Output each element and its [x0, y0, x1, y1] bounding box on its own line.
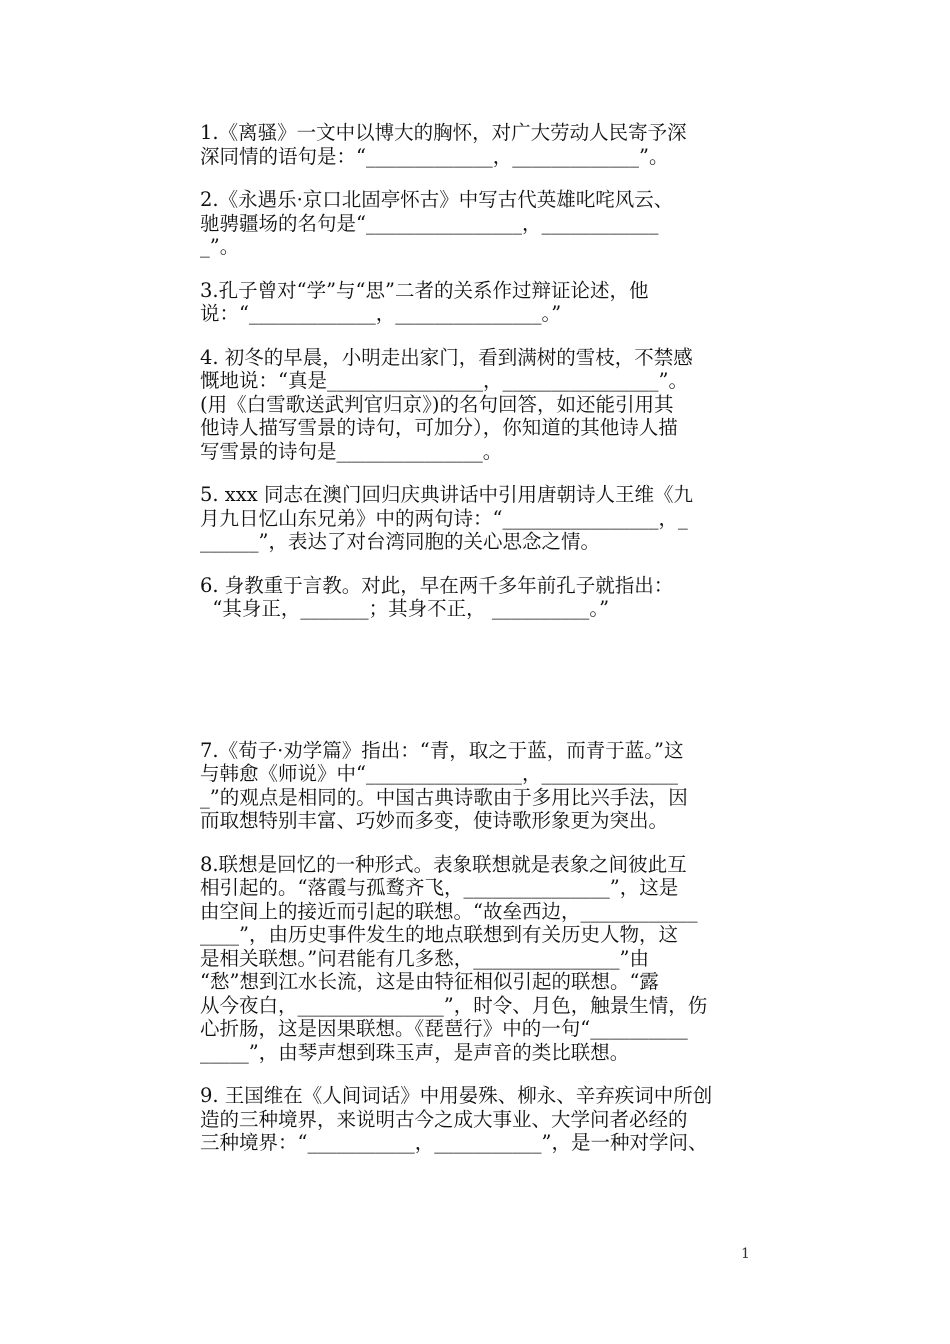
question-line: 5. xxx 同志在澳门回归庆典讲话中引用唐朝诗人王维《九: [200, 483, 693, 506]
question-line: 心折肠，这是因果联想。《琵琶行》中的一句“__________: [200, 1017, 688, 1040]
question-list: [200, 121, 760, 1175]
question-line: 由空间上的接近而引起的联想。“故垒西边，____________: [200, 899, 698, 923]
question-line: _”的观点是相同的。中国古典诗歌由于多用比兴手法，因: [200, 785, 688, 809]
question-line: _____”，由琴声想到珠玉声，是声音的类比联想。: [200, 1040, 630, 1064]
question-line: 说：“_____________，_______________。”: [200, 302, 562, 325]
question-5: [200, 483, 760, 554]
question-line: 而取想特别丰富、巧妙而多变，使诗歌形象更为突出。: [200, 809, 669, 832]
question-line: 6. 身教重于言教。对此，早在两千多年前孔子就指出：: [200, 573, 674, 597]
question-7: [200, 739, 760, 833]
question-line: 写雪景的诗句是_______________。: [200, 439, 503, 463]
question-line: ______”，表达了对台湾同胞的关心思念之情。: [200, 530, 600, 553]
question-1: [200, 121, 760, 168]
question-9: [200, 1084, 760, 1155]
question-line: 4. 初冬的早晨，小明走出家门，看到满树的雪枝，不禁感: [200, 345, 693, 369]
question-6: [200, 574, 760, 621]
question-line: 从今夜白，_______________”，时令、月色，触景生情，伤: [200, 993, 708, 1017]
question-line: “其身正，_______；其身不正， __________。”: [200, 597, 610, 620]
question-line: “愁”想到江水长流，这是由特征相似引起的联想。“露: [200, 970, 659, 993]
question-line: 三种境界：“___________，___________”，是一种对学问、: [200, 1131, 708, 1154]
question-line: 9. 王国维在《人间词话》中用晏殊、柳永、辛弃疾词中所创: [200, 1084, 713, 1107]
question-line: 他诗人描写雪景的诗句，可加分），你知道的其他诗人描: [200, 416, 678, 439]
question-2: [200, 188, 760, 259]
question-line: 7.《荀子·劝学篇》指出：“青，取之于蓝，而青于蓝。”这: [200, 738, 684, 762]
question-line: 是相关联想。”问君能有几多愁，_______________”由: [200, 946, 649, 970]
question-line: 8.联想是回忆的一种形式。表象联想就是表象之间彼此互: [200, 852, 687, 876]
question-line: 相引起的。“落霞与孤鹜齐飞，_______________”，这是: [200, 876, 679, 899]
question-8: [200, 853, 760, 1065]
question-line: 与韩愈《师说》中“________________，______________: [200, 762, 678, 785]
question-line: 2.《永遇乐·京口北固亭怀古》中写古代英雄叱咤风云、: [200, 188, 674, 211]
question-line: 慨地说：“真是________________，________________”。: [200, 369, 688, 392]
question-line: 1.《离骚》一文中以博大的胸怀，对广大劳动人民寄予深: [200, 121, 687, 144]
page-number: 1: [741, 1246, 750, 1262]
question-line: 驰骋疆场的名句是“________________，____________: [200, 211, 659, 235]
question-line: 3.孔子曾对“学”与“思”二者的关系作过辩证论述，他: [200, 278, 649, 302]
question-line: 造的三种境界，来说明古今之成大事业、大学问者必经的: [200, 1107, 688, 1131]
question-line: (用《白雪歌送武判官归京》)的名句回答，如还能引用其: [200, 392, 674, 416]
question-3: [200, 279, 760, 326]
question-line: _”。: [200, 235, 240, 258]
question-line: 深同情的语句是：“_____________，_____________”。: [200, 144, 669, 168]
question-line: 月九日忆山东兄弟》中的两句诗：“________________，_: [200, 506, 688, 530]
question-line: ____”，由历史事件发生的地点联想到有关历史人物，这: [200, 923, 678, 946]
question-4: [200, 346, 760, 464]
